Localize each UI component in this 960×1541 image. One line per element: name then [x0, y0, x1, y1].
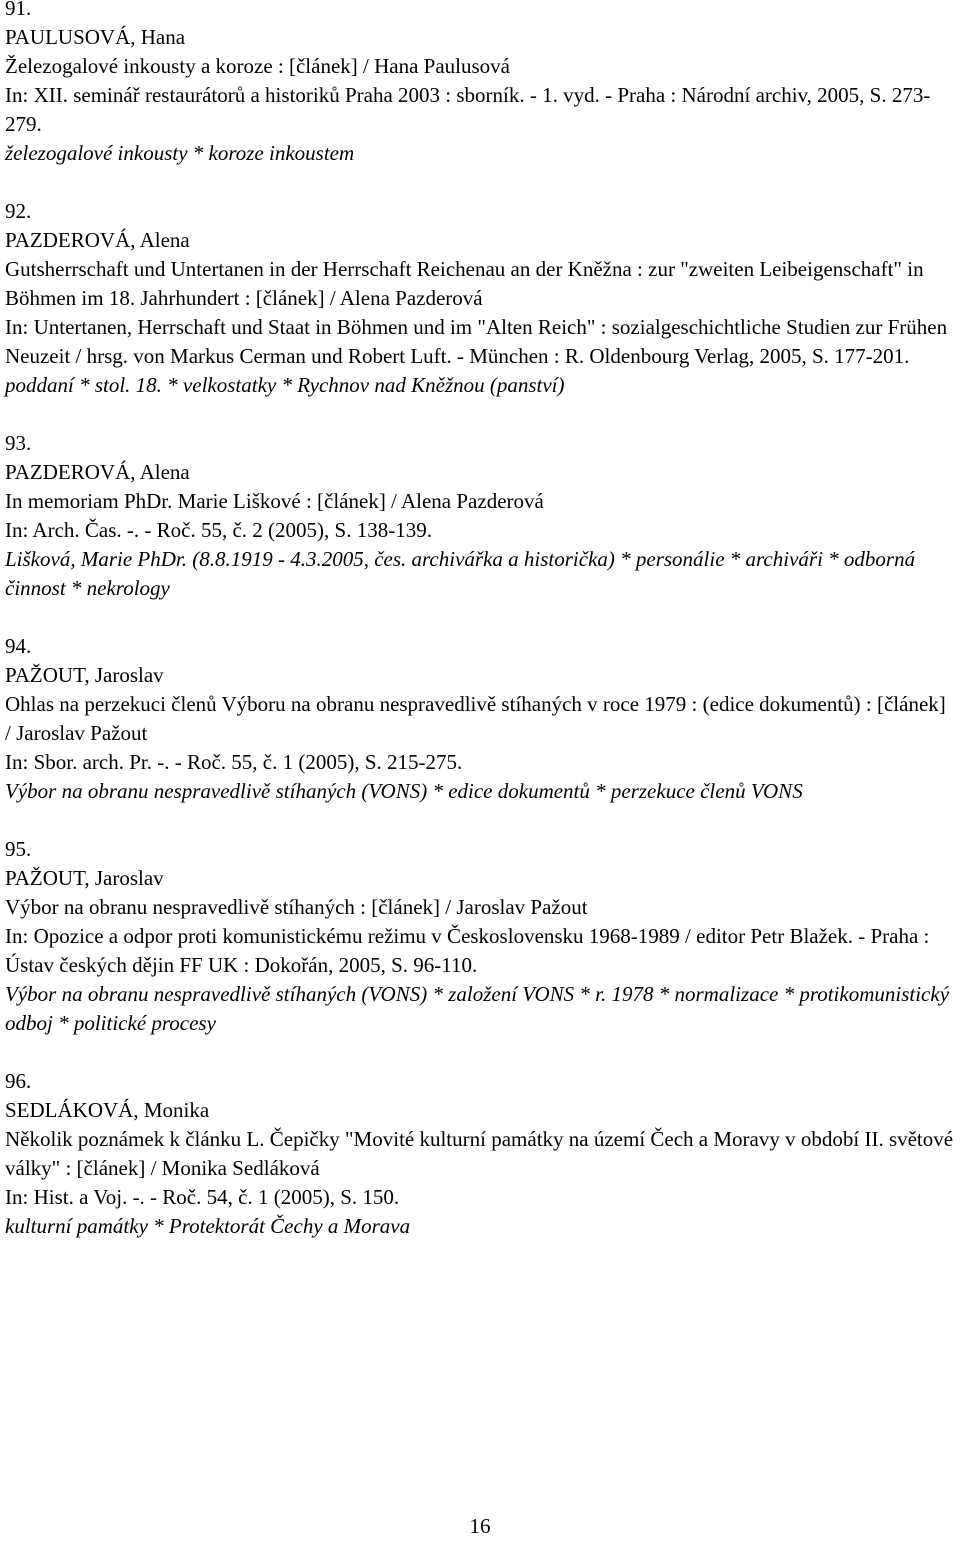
entry-title: Výbor na obranu nespravedlivě stíhaných : [článek] / Jaroslav Pažout [5, 895, 588, 919]
entry-title: In memoriam PhDr. Marie Liškové : [článek] / Alena Pazderová [5, 489, 544, 513]
bibliography-entry-92 [5, 197, 955, 400]
bibliography-entry-91 [5, 0, 955, 168]
entry-author: PAZDEROVÁ, Alena [5, 228, 190, 252]
entry-author: PAŽOUT, Jaroslav [5, 663, 164, 687]
entry-title: Ohlas na perzekuci členů Výboru na obranu nespravedlivě stíhaných v roce 1979 : (edice dokumentů) : [článek] / Jaroslav Pažout [5, 692, 946, 745]
entry-number: 96. [5, 1069, 32, 1093]
entry-keywords: poddaní * stol. 18. * velkostatky * Rychnov nad Kněžnou (panství) [5, 373, 565, 397]
page-number: 16 [469, 1514, 491, 1538]
entry-keywords: kulturní památky * Protektorát Čechy a Morava [5, 1214, 411, 1238]
entry-keywords: Lišková, Marie PhDr. (8.8.1919 - 4.3.2005, čes. archivářka a historička) * personálie * archiváři * odborná činnost * nekrology [5, 547, 916, 600]
entry-source: In: Arch. Čas. -. - Roč. 55, č. 2 (2005), S. 138-139. [5, 518, 432, 542]
entry-title: Gutsherrschaft und Untertanen in der Herrschaft Reichenau an der Kněžna : zur "zweiten Leibeigenschaft" in Böhmen im 18. Jahrhundert : [článek] / Alena Pazderová [5, 257, 924, 310]
bibliography-entry-94 [5, 632, 955, 806]
entry-source: In: Untertanen, Herrschaft und Staat in Böhmen und im "Alten Reich" : sozialgeschichtliche Studien zur Frühen Neuzeit / hrsg. von Markus Cerman und Robert Luft. - München : R. Oldenbourg Verlag, 2005, S. 177-201. [5, 315, 948, 368]
entry-source: In: XII. seminář restaurátorů a historiků Praha 2003 : sborník. - 1. vyd. - Praha : Národní archiv, 2005, S. 273-279. [5, 83, 931, 136]
entry-author: SEDLÁKOVÁ, Monika [5, 1098, 210, 1122]
entry-number: 94. [5, 634, 32, 658]
entry-author: PAULUSOVÁ, Hana [5, 25, 186, 49]
entry-number: 93. [5, 431, 32, 455]
entry-source: In: Hist. a Voj. -. - Roč. 54, č. 1 (2005), S. 150. [5, 1185, 400, 1209]
entry-source: In: Opozice a odpor proti komunistickému režimu v Československu 1968-1989 / editor Petr Blažek. - Praha : Ústav českých dějin FF UK : Dokořán, 2005, S. 96-110. [5, 924, 930, 977]
bibliography-page [5, 0, 955, 1270]
entry-source: In: Sbor. arch. Pr. -. - Roč. 55, č. 1 (2005), S. 215-275. [5, 750, 463, 774]
bibliography-entry-93 [5, 429, 955, 603]
entry-author: PAZDEROVÁ, Alena [5, 460, 190, 484]
entry-keywords: Výbor na obranu nespravedlivě stíhaných (VONS) * založení VONS * r. 1978 * normalizace * protikomunistický odboj * politické procesy [5, 982, 950, 1035]
entry-number: 92. [5, 199, 32, 223]
entry-keywords: Výbor na obranu nespravedlivě stíhaných (VONS) * edice dokumentů * perzekuce členů VONS [5, 779, 803, 803]
bibliography-entry-95 [5, 835, 955, 1038]
entry-author: PAŽOUT, Jaroslav [5, 866, 164, 890]
entry-title: Několik poznámek k článku L. Čepičky "Movité kulturní památky na území Čech a Moravy v období II. světové války" : [článek] / Monika Sedláková [5, 1127, 954, 1180]
entry-number: 95. [5, 837, 32, 861]
bibliography-entry-96 [5, 1067, 955, 1241]
entry-title: Železogalové inkousty a koroze : [článek] / Hana Paulusová [5, 54, 510, 78]
entry-number: 91. [5, 0, 32, 20]
entry-keywords: železogalové inkousty * koroze inkoustem [5, 141, 355, 165]
